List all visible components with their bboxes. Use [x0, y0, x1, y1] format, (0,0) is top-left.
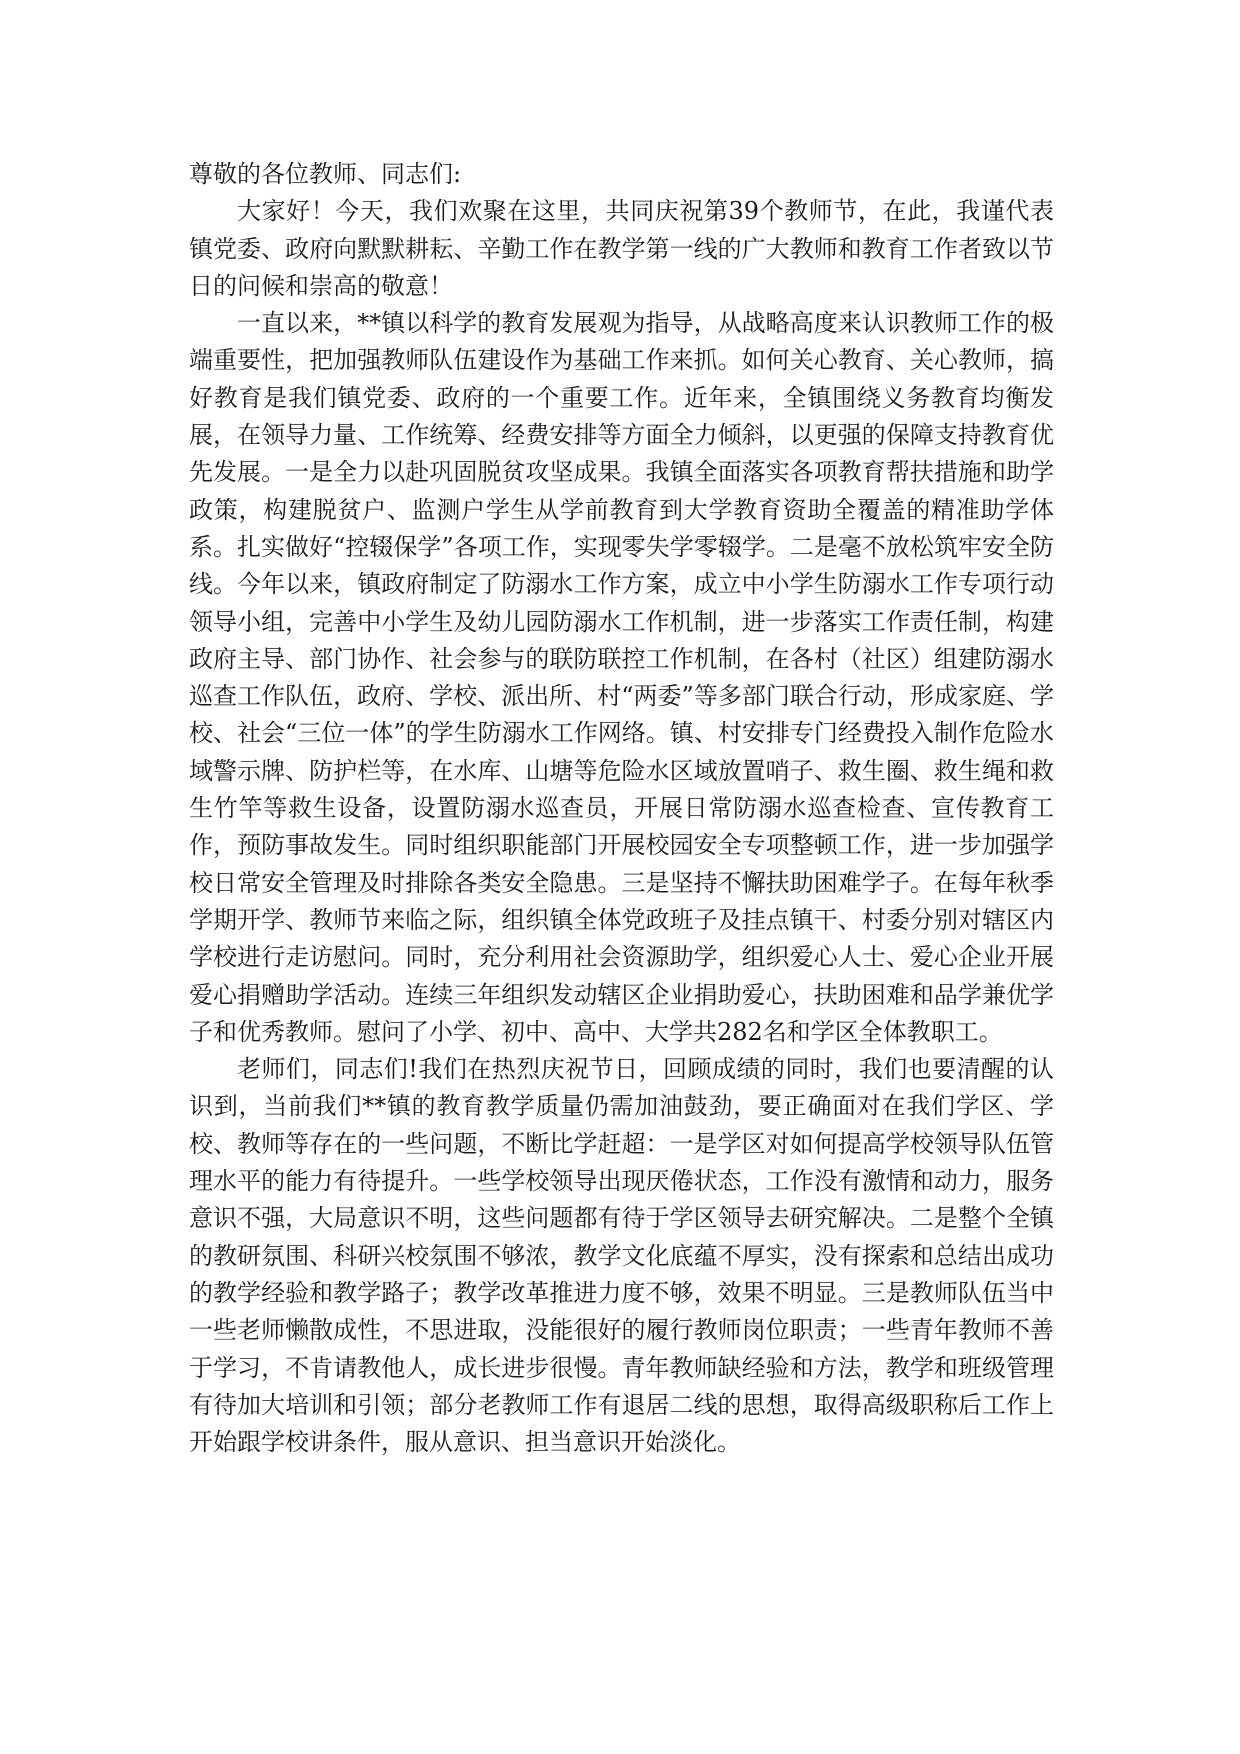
paragraph-greeting: 大家好！今天，我们欢聚在这里，共同庆祝第39个教师节，在此，我谨代表镇党委、政府向默默耕耘、辛勤工作在教学第一线的广大教师和教育工作者致以节日的问候和崇高的敬意！ [189, 197, 1054, 300]
paragraph-problems: 老师们，同志们!我们在热烈庆祝节日，回顾成绩的同时，我们也要清醒的认识到，当前我们**镇的教育教学质量仍需加油鼓劲，要正确面对在我们学区、学校、教师等存在的一些问题，不断比学赶超：一是学区对如何提高学校领导队伍管理水平的能力有待提升。一些学校领导出现厌倦状态，工作没有激情和动力，服务意识不强，大局意识不明，这些问题都有待于学区领导去研究解决。二是整个全镇的教研氛围、科研兴校氛围不够浓，教学文化底蕴不厚实，没有探索和总结出成功的教学经验和教学路子；教学改革推进力度不够，效果不明显。三是教师队伍当中一些老师懒散成性，不思进取，没能很好的履行教师岗位职责；一些青年教师不善于学习，不肯请教他人，成长进步很慢。青年教师缺经验和方法，教学和班级管理有待加大培训和引领；部分老教师工作有退居二线的思想，取得高级职称后工作上开始跟学校讲条件，服从意识、担当意识开始淡化。 [189, 1055, 1054, 1457]
paragraph-achievements: 一直以来，**镇以科学的教育发展观为指导，从战略高度来认识教师工作的极端重要性，把加强教师队伍建设作为基础工作来抓。如何关心教育、关心教师，搞好教育是我们镇党委、政府的一个重要工作。近年来，全镇围绕义务教育均衡发展，在领导力量、工作统筹、经费安排等方面全力倾斜，以更强的保障支持教育优先发展。一是全力以赴巩固脱贫攻坚成果。我镇全面落实各项教育帮扶措施和助学政策，构建脱贫户、监测户学生从学前教育到大学教育资助全覆盖的精准助学体系。扎实做好“控辍保学”各项工作，实现零失学零辍学。二是毫不放松筑牢安全防线。今年以来，镇政府制定了防溺水工作方案，成立中小学生防溺水工作专项行动领导小组，完善中小学生及幼儿园防溺水工作机制，进一步落实工作责任制，构建政府主导、部门协作、社会参与的联防联控工作机制，在各村（社区）组建防溺水巡查工作队伍，政府、学校、派出所、村“两委”等多部门联合行动，形成家庭、学校、社会“三位一体”的学生防溺水工作网络。镇、村安排专门经费投入制作危险水域警示牌、防护栏等，在水库、山塘等危险水区域放置哨子、救生圈、救生绳和救生竹竿等救生设备，设置防溺水巡查员，开展日常防溺水巡查检查、宣传教育工作，预防事故发生。同时组织职能部门开展校园安全专项整顿工作，进一步加强学校日常安全管理及时排除各类安全隐患。三是坚持不懈扶助困难学子。在每年秋季学期开学、教师节来临之际，组织镇全体党政班子及挂点镇干、村委分别对辖区内学校进行走访慰问。同时，充分利用社会资源助学，组织爱心人士、爱心企业开展爱心捐赠助学活动。连续三年组织发动辖区企业捐助爱心，扶助困难和品学兼优学子和优秀教师。慰问了小学、初中、高中、大学共282名和学区全体教职工。 [189, 309, 1054, 1046]
salutation: 尊敬的各位教师、同志们: [189, 160, 462, 188]
document-body [189, 156, 1054, 1461]
